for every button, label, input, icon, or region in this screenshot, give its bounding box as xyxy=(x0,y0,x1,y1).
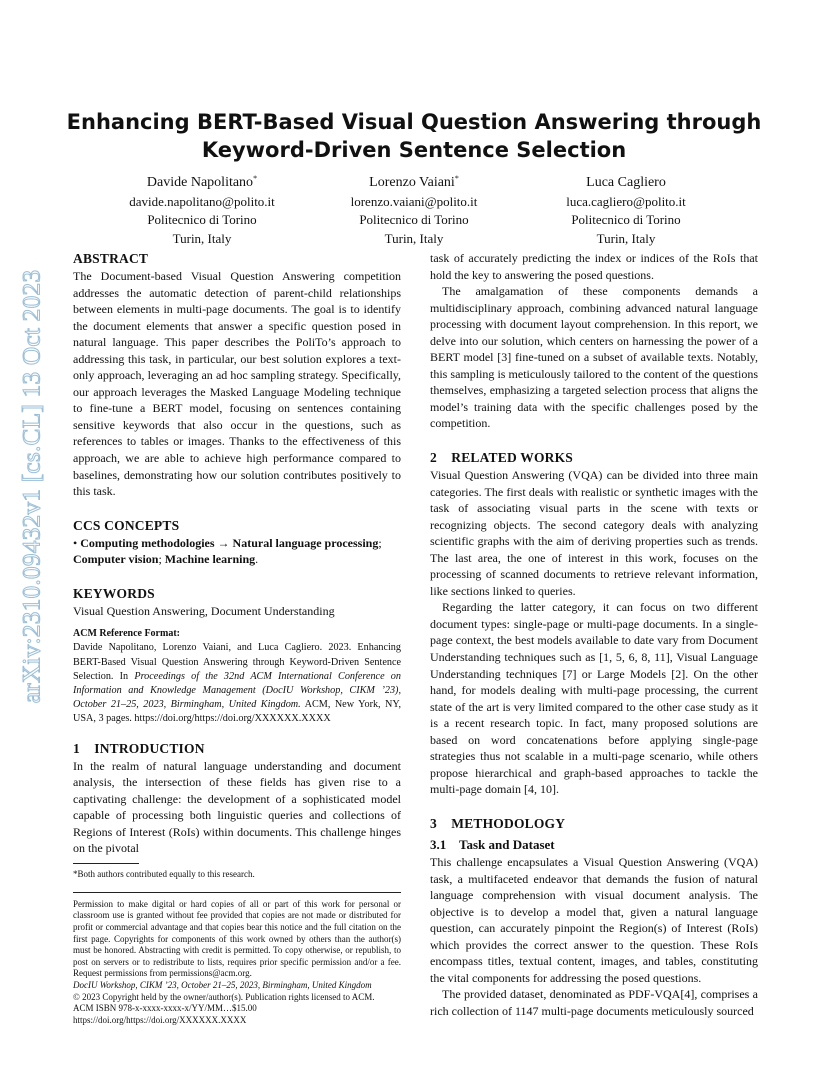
isbn-line: ACM ISBN 978-x-xxxx-xxxx-x/YY/MM…$15.00 xyxy=(73,1003,257,1014)
task-dataset-paragraph-1: This challenge encapsulates a Visual Question Answering (VQA) task, a multifaceted endeavor that demands the fusion of natural language comprehension with visual document analysis. The objective is to develop a model that, given a natural language question, can accurately pinpoint the Region(s) of Interest (RoIs) which provides the correct answer to the question. These RoIs encompass titles, textual content, images, and tables, constituting the vital components for addressing the posed questions. xyxy=(430,854,758,985)
equal-contribution-mark: * xyxy=(454,174,459,183)
ccs-end: . xyxy=(255,552,259,567)
acm-reference-text xyxy=(73,641,401,726)
ccs-arrow: → xyxy=(217,535,230,550)
related-works-heading: 2 RELATED WORKS xyxy=(430,450,574,466)
author-name-text: Luca Cagliero xyxy=(586,175,666,190)
acm-reference-heading: ACM Reference Format: xyxy=(73,628,180,640)
keywords-heading: KEYWORDS xyxy=(73,585,155,601)
task-dataset-heading: 3.1 Task and Dataset xyxy=(430,836,555,852)
arxiv-stamp-text: arXiv:2310.09432v1 [cs.CL] 13 Oct 2023 xyxy=(17,269,46,703)
introduction-continued: task of accurately predicting the index or indices of the RoIs that hold the key to answering the posed questions. xyxy=(430,251,758,282)
author-email: lorenzo.vaiani@polito.it xyxy=(350,193,478,209)
left-column xyxy=(73,250,401,1026)
ccs-heading: CCS CONCEPTS xyxy=(73,517,180,533)
author-block xyxy=(506,174,746,248)
permission-rule xyxy=(73,892,401,893)
ccs-separator: ; xyxy=(378,535,382,550)
abstract-heading: ABSTRACT xyxy=(73,251,149,266)
abstract-text: The Document-based Visual Question Answering competition addresses the automatic detection of parent-child relationships between elements in multi-page documents. The goal is to identify the document elements that answer a specific question posed in natural language. This paper describes the PoliTo’s approach to addressing this task, in particular, our best solution explores a text-only approach, leveraging an ad hoc sampling strategy. Specifically, our approach leverages the Masked Language Modeling technique to fine-tune a BERT model, focusing on sentences containing sensitive keywords that also occur in the questions, such as references to tables or images. Thanks to the effectiveness of this approach, we are able to achieve high performance compared to baselines, demonstrating how our solution contributes positively to this task. xyxy=(73,269,401,499)
footnote-rule xyxy=(73,863,139,864)
keywords-text: Visual Question Answering, Document Understanding xyxy=(73,603,335,618)
introduction-heading: 1 INTRODUCTION xyxy=(73,740,205,756)
permission-notice: Permission to make digital or hard copies of all or part of this work for personal or classroom use is granted without fee provided that copies are not made or distributed for profit or commercial advantage and that copies bear this notice and the full citation on the first page. Copyrights for components of this work owned by others than the author(s) must be honored. Abstracting with credit is permitted. To copy otherwise, or republish, to post on servers or to redistribute to lists, requires prior specific permission and/or a fee. Request permissions from permissions@acm.org. xyxy=(73,898,401,979)
acm-reference-authors: Davide Napolitano, Lorenzo Vaiani, and Luca Cagliero. 2023. Enhancing BERT-Based Visual Question Answering through Keyword-Driven Sentence Selection. In xyxy=(73,642,401,682)
author-email: luca.cagliero@polito.it xyxy=(566,193,686,209)
acm-reference-proceedings: Proceedings of the 32nd ACM International Conference on Information and Knowledge Management (DocIU Workshop, CIKM ’23), October 21–25, 2023, Birmingham, United Kingdom. xyxy=(73,670,401,711)
author-name xyxy=(506,174,746,193)
equal-contribution-mark: * xyxy=(253,174,258,183)
ccs-separator: ; xyxy=(158,552,162,567)
ccs-concept: Natural language processing xyxy=(232,535,379,550)
paper-title xyxy=(60,108,768,164)
ccs-concept: Computer vision xyxy=(73,552,159,567)
related-works-paragraph-1: Visual Question Answering (VQA) can be divided into three main categories. The first deals with realistic or synthetic images with the task of associating visual parts in the scene with texts or recognizing objects. The second category deals with analyzing scientific graphs with the aim of deriving properties such as trends. The last area, the one of interest in this work, focuses on the processing of scanned documents to retrieve relevant information, like sections linked to queries. xyxy=(430,468,758,598)
ccs-concepts-text xyxy=(73,535,401,568)
paper-title-line-2: Keyword-Driven Sentence Selection xyxy=(201,138,627,162)
ccs-concept: Computing methodologies xyxy=(80,535,215,550)
venue-line: DocIU Workshop, CIKM ’23, October 21–25, 2023, Birmingham, United Kingdom xyxy=(73,979,372,990)
task-dataset-paragraph-2: The provided dataset, denominated as PDF-VQA[4], comprises a rich collection of 1147 multi-page documents meticulously sourced xyxy=(430,987,758,1018)
author-location: Turin, Italy xyxy=(596,230,656,246)
author-affiliation: Politecnico di Torino xyxy=(571,212,681,227)
equal-contribution-footnote: *Both authors contributed equally to this research. xyxy=(73,868,255,879)
author-name xyxy=(294,174,534,193)
author-name xyxy=(82,174,322,193)
author-email: davide.napolitano@polito.it xyxy=(129,193,275,209)
introduction-paragraph-2: The amalgamation of these components demands a multidisciplinary approach, combining advanced natural language processing with document layout comprehension. In this report, we delve into our solution, which centers on harnessing the power of a BERT model [3] fine-tuned on a subset of available texts. Notably, this sampling is meticulously tailored to the content of the questions themselves, emphasizing a targeted selection process that aligns the model’s training data with the specific challenges posed by the competition. xyxy=(430,284,758,431)
ccs-bullet: • xyxy=(73,535,78,550)
author-block xyxy=(82,174,322,248)
author-location: Turin, Italy xyxy=(384,230,444,246)
related-works-paragraph-2: Regarding the latter category, it can focus on two different document types: single-page or multi-page documents. In a single-page context, the best models available to date vary from Document Understanding techniques such as [1, 5, 6, 8, 11], Visual Language Understanding techniques [7] or Large Models [2]. On the other hand, for models dealing with multi-page processing, the current state of the art is very limited compared to the other case study as it is a recent research topic. In fact, many proposed solutions are based on word concatenations before applying single-page strategies thus not scalable in a multi-page scenario, while others propose hierarchical and graph-based approaches to tackle the multi-page domain [4, 10]. xyxy=(430,600,758,797)
ccs-concept: Machine learning xyxy=(164,552,256,567)
author-name-text: Lorenzo Vaiani xyxy=(369,175,455,190)
author-affiliation: Politecnico di Torino xyxy=(147,212,257,227)
author-name-text: Davide Napolitano xyxy=(146,175,254,190)
author-block xyxy=(294,174,534,248)
copyright-line: © 2023 Copyright held by the owner/author(s). Publication rights licensed to ACM. xyxy=(73,991,375,1002)
methodology-heading: 3 METHODOLOGY xyxy=(430,815,566,831)
right-column xyxy=(430,250,758,1019)
paper-title-line-1: Enhancing BERT-Based Visual Question Answering through xyxy=(66,110,762,134)
introduction-text: In the realm of natural language understanding and document analysis, the intersection of these fields has given rise to a captivating challenge: the development of a sophisticated model capable of processing both linguistic queries and collections of Regions of Interest (RoIs) within documents. This challenge hinges on the pivotal xyxy=(73,758,401,856)
acm-reference-publisher: ACM, New York, NY, USA, 3 pages. https://doi.org/https://doi.org/XXXXXX.XXXX xyxy=(73,699,401,725)
arxiv-stamp xyxy=(14,262,50,710)
author-affiliation: Politecnico di Torino xyxy=(359,212,469,227)
author-location: Turin, Italy xyxy=(172,230,232,246)
doi-line: https://doi.org/https://doi.org/XXXXXX.XXXX xyxy=(73,1014,247,1025)
